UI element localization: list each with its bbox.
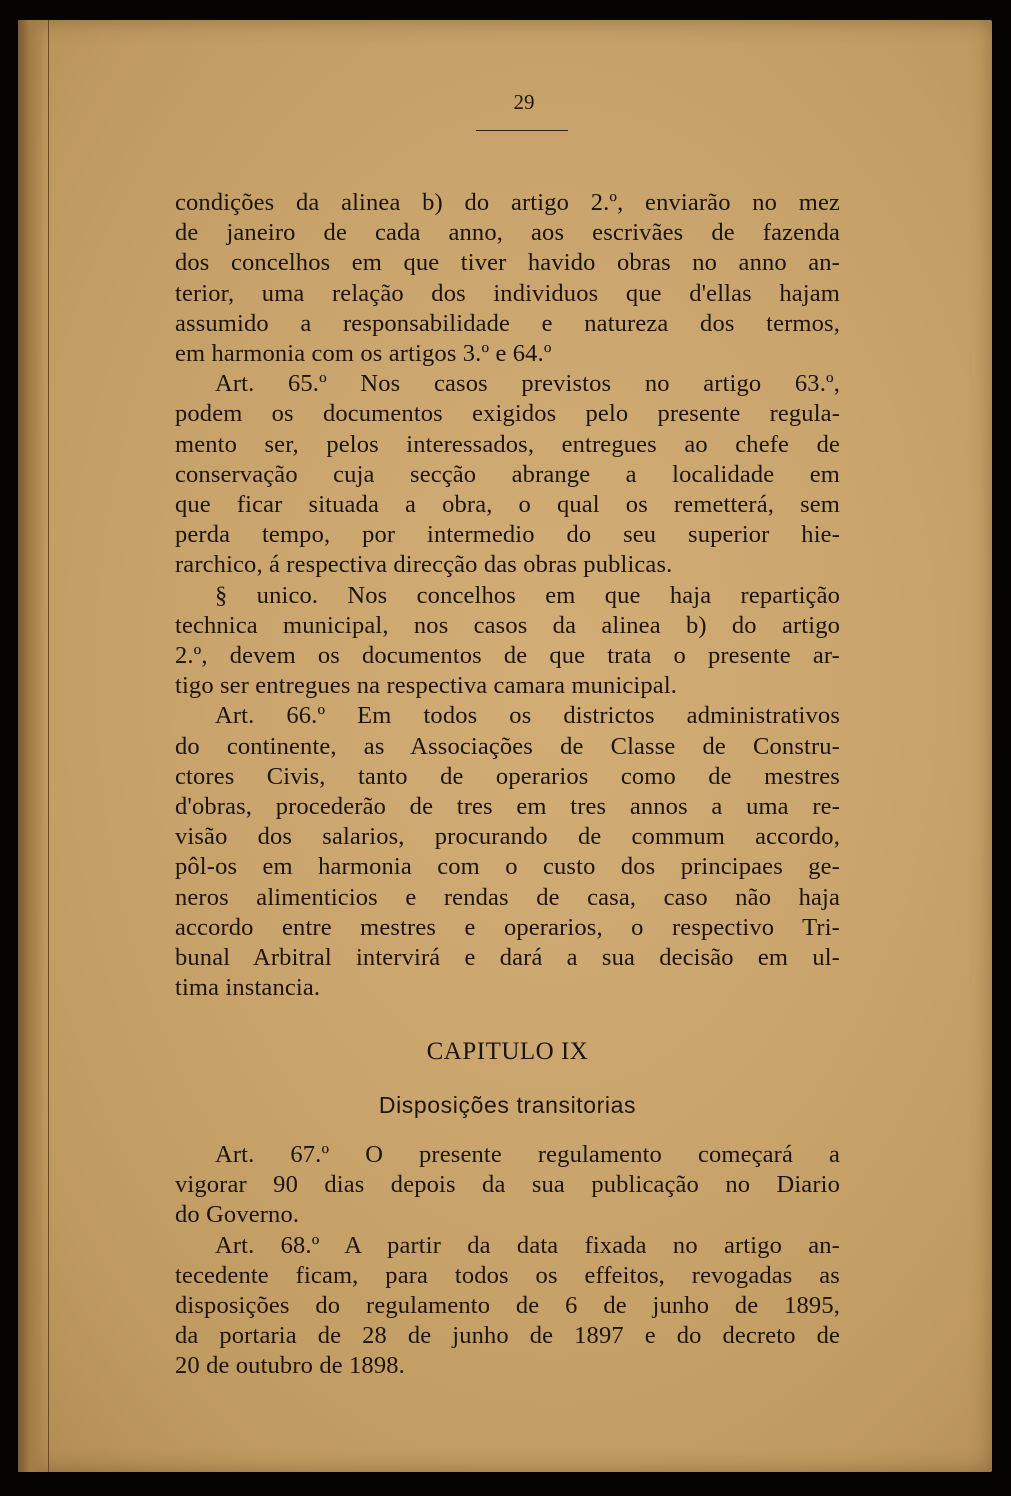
text-line: 20 de outubro de 1898. [175,1352,405,1380]
book-page [18,20,992,1472]
text-line: mento ser, pelos interessados, entregues ao chefe de [175,430,840,458]
text-line: pôl-os em harmonia com o custo dos principaes ge- [175,853,840,881]
text-line: vigorar 90 dias depois da sua publicação no Diario [175,1171,840,1199]
text-line: tigo ser entregues na respectiva camara municipal. [175,672,678,700]
page-gutter [18,20,49,1472]
text-line: Art. 68.º A partir da data fixada no artigo an- [215,1231,840,1259]
text-line: bunal Arbitral intervirá e dará a sua decisão em ul- [175,944,840,972]
chapter-title: CAPITULO IX [426,1038,589,1066]
text-line: perda tempo, por intermedio do seu superior hie- [175,521,840,549]
text-line: Art. 67.º O presente regulamento começará a [215,1140,840,1168]
header-rule [476,130,568,131]
text-line: § unico. Nos concelhos em que haja repartição [215,581,840,609]
text-line: neros alimenticios e rendas de casa, caso não haja [175,883,840,911]
text-line: tima instancia. [175,974,321,1002]
text-line: accordo entre mestres e operarios, o respectivo Tri- [175,913,840,941]
text-line: do continente, as Associações de Classe de Constru- [175,732,840,760]
text-line: tecedente ficam, para todos os effeitos, revogadas as [175,1261,840,1289]
text-line: technica municipal, nos casos da alinea b) do artigo [175,611,840,639]
body-text [175,188,840,1382]
text-line: de janeiro de cada anno, aos escrivães de fazenda [175,219,840,247]
text-line: em harmonia com os artigos 3.º e 64.º [175,340,552,368]
text-line: assumido a responsabilidade e natureza dos termos, [175,309,840,337]
section-title: Disposições transitorias [378,1091,637,1118]
text-line: da portaria de 28 de junho de 1897 e do decreto de [175,1322,840,1350]
text-line: dos concelhos em que tiver havido obras no anno an- [175,249,840,277]
text-line: Art. 65.º Nos casos previstos no artigo 63.º, [215,370,840,398]
text-line: Art. 66.º Em todos os districtos administrativos [215,702,840,730]
text-line: conservação cuja secção abrange a localidade em [175,460,840,488]
text-line: que ficar situada a obra, o qual os remetterá, sem [175,491,840,519]
text-line: 2.º, devem os documentos de que trata o presente ar- [175,642,840,670]
text-line: terior, uma relação dos individuos que d'ellas hajam [175,279,840,307]
text-line: rarchico, á respectiva direcção das obras publicas. [175,551,673,579]
text-line: podem os documentos exigidos pelo presente regula- [175,400,840,428]
text-line: disposições do regulamento de 6 de junho de 1895, [175,1291,840,1319]
text-line: d'obras, procederão de tres em tres annos a uma re- [175,793,840,821]
text-line: do Governo. [175,1201,300,1229]
text-line: visão dos salarios, procurando de commum accordo, [175,823,840,851]
page-number: 29 [513,90,535,114]
text-line: ctores Civis, tanto de operarios como de mestres [175,762,840,790]
text-line: condições da alinea b) do artigo 2.º, enviarão no mez [175,189,840,216]
